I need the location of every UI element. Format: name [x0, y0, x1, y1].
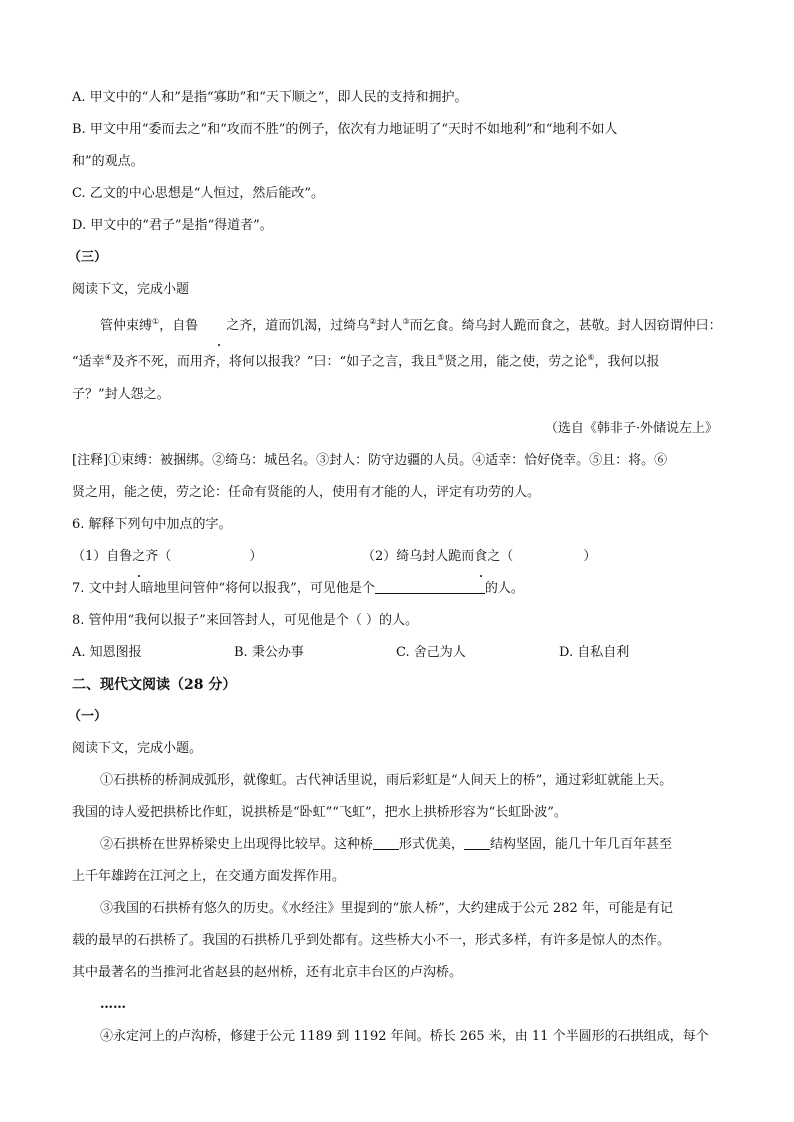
- passage-text: 形式优美，: [399, 836, 465, 852]
- bridge-para-3-line-2: 载的最早的石拱桥了。我国的石拱桥几乎到处都有。这些桥大小不一，形式多样，有许多是惊人的杰作。: [72, 932, 671, 948]
- footnote-marker: ⑥: [587, 353, 595, 363]
- q6-item-2-close: ）: [583, 548, 597, 564]
- passage-text: “适幸: [72, 354, 105, 370]
- passage-text: 齐，道而饥渴，过绮乌: [239, 318, 370, 334]
- passage-text: 管仲束缚: [100, 318, 153, 334]
- passage-text: 封人: [376, 318, 403, 334]
- q7-answer-blank[interactable]: [375, 575, 485, 594]
- q6-item-2: [362, 541, 596, 573]
- q6-item-1: [72, 541, 362, 573]
- footnote-marker: ②: [369, 317, 377, 326]
- emphasis-dot-char: 之: [132, 541, 145, 573]
- bridge-para-3-line-1: ③我国的石拱桥有悠久的历史。《水经注》里提到的“旅人桥”，大约建成于公元 282 年，可能是有记: [100, 900, 673, 916]
- passage-line-2: [72, 342, 722, 378]
- passage-source: （选自《韩非子·外储说左上》: [544, 420, 718, 436]
- passage-text: 而乞食。绮乌封人跪而食之，甚敬。封人因窃谓仲曰：: [409, 318, 722, 334]
- fill-blank-1[interactable]: [373, 831, 399, 850]
- bridge-para-3-line-3: 其中最著名的当推河北省赵县的赵州桥，还有北京丰台区的卢沟桥。: [72, 964, 463, 980]
- section2-instruction: 阅读下文，完成小题。: [72, 740, 203, 756]
- passage-text: ，自鲁: [159, 318, 199, 334]
- bridge-para-2-line-2: 上千年雄跨在江河之上，在交通方面发挥作用。: [72, 868, 346, 884]
- fill-blank-2[interactable]: [464, 831, 490, 850]
- ellipsis: ……: [100, 996, 126, 1012]
- footnote-marker: ③: [402, 317, 410, 326]
- bridge-para-4-line-1: ④永定河上的卢沟桥，修建于公元 1189 到 1192 年间。桥长 265 米，由 11 个半圆形的石拱组成，每个: [100, 1028, 709, 1044]
- notes-line-1: [注释]①束缚：被捆绑。②绮乌：城邑名。③封人：防守边疆的人员。④适幸：恰好侥幸。⑤且：将。⑥: [72, 452, 668, 468]
- document-page: [68, 80, 722, 1053]
- q7-suffix: 的人。: [484, 580, 524, 596]
- passage-text: 及齐不死，而用齐，将何以报我？”曰：“如子之言，我且: [111, 354, 438, 370]
- q8-options: [72, 637, 722, 669]
- bridge-para-1-line-2: 我国的诗人爱把拱桥比作虹，说拱桥是“卧虹”“飞虹”，把水上拱桥形容为“长虹卧波”。: [72, 804, 567, 820]
- q6-item-1-prefix: （1）自鲁: [72, 548, 133, 564]
- q6-item-2-prefix: （2）绮乌封人跪而: [362, 548, 475, 564]
- q8-option-d[interactable]: D. 自私自利: [559, 644, 630, 660]
- part3-heading: （三）: [68, 250, 108, 265]
- q5-option-d[interactable]: D. 甲文中的“君子”是指“得道者”。: [72, 218, 273, 233]
- q5-option-c[interactable]: C. 乙文的中心思想是“人恒过，然后能改”。: [72, 186, 325, 201]
- section2-title: 二、现代文阅读（28 分）: [72, 676, 237, 693]
- passage-text: ②石拱桥在世界桥梁史上出现得比较早。这种桥: [100, 836, 374, 852]
- q5-option-b-line1[interactable]: B. 甲文中用“委而去之”和“攻而不胜”的例子，依次有力地证明了“天时不如地利”和“地利不如人: [72, 122, 618, 137]
- q6-item-2-suffix: 之（: [487, 548, 514, 564]
- q6-items: [72, 541, 722, 573]
- footnote-marker: ④: [104, 353, 112, 363]
- footnote-marker: ⑤: [437, 353, 445, 363]
- passage-text: ，我何以报: [594, 354, 660, 370]
- q6-item-1-close: ）: [249, 548, 263, 564]
- q6-item-1-suffix: 齐（: [145, 548, 172, 564]
- q5-option-b-line2: 和”的观点。: [72, 154, 144, 169]
- section2-subheading: （一）: [68, 708, 108, 724]
- q8-option-c[interactable]: C. 舍己为人: [396, 644, 466, 660]
- q6-stem: 6. 解释下列句中加点的字。: [72, 516, 232, 532]
- passage-text: 贤之用，能之使，劳之论: [444, 354, 588, 370]
- passage-text: 结构坚固，能几十年几百年甚至: [490, 836, 673, 852]
- footnote-marker: ①: [152, 317, 160, 326]
- q7-prefix: 7. 文中封人暗地里问管仲“将何以报我”，可见他是个: [72, 580, 375, 596]
- q8-stem: 8. 管仲用“我何以报子”来回答封人，可见他是个（ ）的人。: [72, 612, 418, 628]
- q8-option-a[interactable]: A. 知恩图报: [72, 644, 142, 660]
- q8-option-b[interactable]: B. 秉公办事: [234, 644, 304, 660]
- passage-line-3: 子？”封人怨之。: [72, 386, 170, 402]
- notes-line-2: 贤之用，能之使，劳之论：任命有贤能的人，使用有才能的人，评定有功劳的人。: [72, 484, 541, 500]
- q5-option-a[interactable]: A. 甲文中的“人和”是指“寡助”和“天下顺之”，即人民的支持和拥护。: [72, 90, 468, 105]
- bridge-para-1-line-1: ①石拱桥的桥洞成弧形，就像虹。古代神话里说，雨后彩虹是“人间天上的桥”，通过彩虹就能上天。: [100, 772, 673, 788]
- passage-line-1: [72, 306, 722, 342]
- emphasis-dot-char: 之: [198, 310, 239, 342]
- emphasis-dot-char: 食: [474, 541, 487, 573]
- bridge-para-2-line-1: [72, 829, 722, 861]
- part3-instruction: 阅读下文，完成小题: [72, 282, 190, 297]
- q7: [72, 573, 722, 605]
